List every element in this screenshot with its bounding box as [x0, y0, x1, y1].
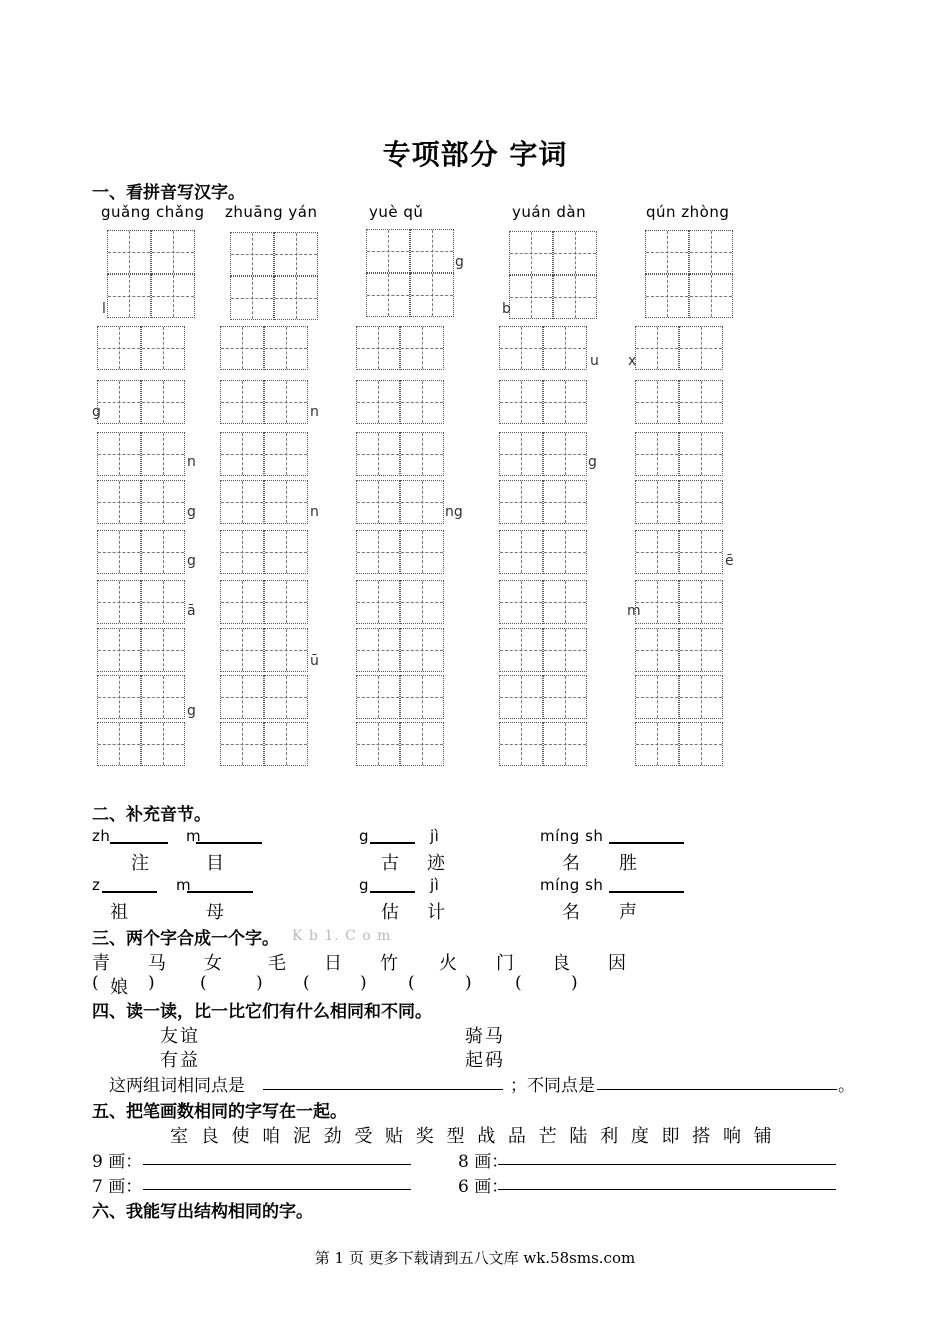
grid-cell[interactable]: [97, 580, 141, 624]
grid-cell[interactable]: [679, 530, 723, 574]
writing-grid[interactable]: [499, 530, 587, 574]
word-char: 计: [427, 902, 447, 923]
writing-grid[interactable]: [97, 530, 185, 574]
grid-cell[interactable]: [509, 231, 553, 275]
paren-close: ): [256, 973, 263, 993]
word-char: 注: [131, 853, 151, 874]
grid-cell[interactable]: [151, 274, 195, 318]
grid-cell[interactable]: [635, 432, 679, 476]
grid-cell[interactable]: [543, 380, 587, 424]
compare-word: 骑马: [465, 1026, 505, 1047]
word-char: 名: [562, 902, 582, 923]
writing-grid[interactable]: [366, 273, 454, 317]
stray-mark: g: [92, 404, 101, 420]
grid-cell[interactable]: [400, 580, 444, 624]
grid-cell[interactable]: [689, 274, 733, 318]
writing-grid[interactable]: [220, 530, 308, 574]
stray-mark: n: [187, 454, 196, 470]
section-6-heading: 六、我能写出结构相同的字。: [92, 1202, 313, 1222]
grid-cell[interactable]: [220, 380, 264, 424]
grid-cell[interactable]: [400, 432, 444, 476]
grid-cell[interactable]: [543, 722, 587, 766]
grid-cell[interactable]: [553, 275, 597, 319]
writing-grid[interactable]: [499, 722, 587, 766]
answer-blank[interactable]: [609, 891, 684, 893]
writing-grid[interactable]: [97, 628, 185, 672]
grid-cell[interactable]: [97, 432, 141, 476]
paren-open: (: [92, 973, 99, 993]
pinyin-1: guǎng chǎng: [101, 203, 205, 221]
writing-grid[interactable]: [635, 580, 723, 624]
word-char: 名: [562, 853, 582, 874]
grid-cell[interactable]: [97, 530, 141, 574]
stray-mark: n: [310, 404, 319, 420]
writing-grid[interactable]: [230, 232, 318, 276]
grid-cell[interactable]: [97, 480, 141, 524]
grid-cell[interactable]: [400, 380, 444, 424]
grid-cell[interactable]: [107, 230, 151, 274]
stray-mark: g: [187, 504, 196, 520]
grid-cell[interactable]: [400, 480, 444, 524]
grid-cell[interactable]: [107, 274, 151, 318]
grid-cell[interactable]: [635, 380, 679, 424]
grid-cell[interactable]: [499, 675, 543, 719]
writing-grid[interactable]: [220, 380, 308, 424]
grid-cell[interactable]: [220, 480, 264, 524]
writing-grid[interactable]: [356, 675, 444, 719]
grid-cell[interactable]: [356, 530, 400, 574]
writing-grid[interactable]: [356, 326, 444, 370]
grid-cell[interactable]: [645, 274, 689, 318]
grid-cell[interactable]: [264, 675, 308, 719]
paren-open: (: [200, 973, 207, 993]
writing-grid[interactable]: [356, 480, 444, 524]
grid-cell[interactable]: [141, 675, 185, 719]
paren-open: (: [303, 973, 310, 993]
writing-grid[interactable]: [635, 326, 723, 370]
stroke-answer-line[interactable]: [143, 1164, 411, 1165]
writing-grid[interactable]: [220, 580, 308, 624]
component-char: 日: [324, 953, 344, 974]
word-char: 迹: [427, 853, 447, 874]
answer-blank[interactable]: [370, 891, 415, 893]
grid-cell[interactable]: [264, 326, 308, 370]
grid-cell[interactable]: [356, 628, 400, 672]
syllable-prefix: m: [176, 876, 192, 894]
grid-cell[interactable]: [274, 232, 318, 276]
grid-cell[interactable]: [230, 232, 274, 276]
writing-grid[interactable]: [635, 530, 723, 574]
grid-cell[interactable]: [264, 628, 308, 672]
grid-cell[interactable]: [499, 628, 543, 672]
same-label: 这两组词相同点是: [109, 1076, 245, 1096]
writing-grid[interactable]: [220, 628, 308, 672]
answer-blank[interactable]: [196, 842, 262, 844]
compare-word: 有益: [160, 1050, 200, 1071]
grid-cell[interactable]: [543, 480, 587, 524]
writing-grid[interactable]: [356, 380, 444, 424]
syllable-prefix: g: [359, 876, 370, 894]
paren-close: ): [148, 973, 155, 993]
stray-mark: ng: [445, 504, 463, 520]
grid-cell[interactable]: [635, 580, 679, 624]
grid-cell[interactable]: [635, 530, 679, 574]
grid-cell[interactable]: [679, 432, 723, 476]
syllable: jì: [430, 827, 440, 845]
section-1-heading: 一、看拼音写汉字。: [92, 183, 245, 203]
stroke-label-6: 6 画：: [458, 1177, 509, 1197]
grid-cell[interactable]: [264, 722, 308, 766]
grid-cell[interactable]: [97, 722, 141, 766]
component-char: 因: [608, 953, 628, 974]
component-char: 门: [496, 953, 516, 974]
grid-cell[interactable]: [356, 675, 400, 719]
writing-grid[interactable]: [220, 480, 308, 524]
stroke-label-7: 7 画：: [92, 1177, 143, 1197]
grid-cell[interactable]: [356, 722, 400, 766]
writing-grid[interactable]: [97, 380, 185, 424]
word-char: 声: [619, 902, 639, 923]
period: 。: [838, 1076, 855, 1096]
answer-blank[interactable]: [370, 842, 415, 844]
grid-cell[interactable]: [220, 530, 264, 574]
grid-cell[interactable]: [679, 722, 723, 766]
word-char: 古: [381, 853, 401, 874]
grid-cell[interactable]: [509, 275, 553, 319]
writing-grid[interactable]: [107, 274, 195, 318]
writing-grid[interactable]: [635, 480, 723, 524]
pinyin-3: yuè qǔ: [369, 203, 424, 221]
paren-open: (: [408, 973, 415, 993]
grid-cell[interactable]: [264, 580, 308, 624]
answer-blank[interactable]: [102, 891, 157, 893]
grid-cell[interactable]: [264, 480, 308, 524]
grid-cell[interactable]: [645, 230, 689, 274]
syllable-prefix: míng sh: [540, 827, 604, 845]
stray-mark: u: [590, 353, 599, 369]
grid-cell[interactable]: [679, 326, 723, 370]
grid-cell[interactable]: [220, 675, 264, 719]
grid-cell[interactable]: [543, 326, 587, 370]
grid-cell[interactable]: [141, 628, 185, 672]
writing-grid[interactable]: [220, 722, 308, 766]
writing-grid[interactable]: [635, 675, 723, 719]
syllable: jì: [430, 876, 440, 894]
paren-close: ): [571, 973, 578, 993]
writing-grid[interactable]: [97, 722, 185, 766]
grid-cell[interactable]: [151, 230, 195, 274]
syllable-prefix: míng sh: [540, 876, 604, 894]
stray-mark: ā: [187, 603, 196, 619]
writing-grid[interactable]: [97, 480, 185, 524]
grid-cell[interactable]: [679, 480, 723, 524]
writing-grid[interactable]: [499, 580, 587, 624]
grid-cell[interactable]: [679, 675, 723, 719]
writing-grid[interactable]: [635, 722, 723, 766]
component-char: 良: [552, 953, 572, 974]
grid-cell[interactable]: [97, 326, 141, 370]
grid-cell[interactable]: [220, 628, 264, 672]
compare-word: 友谊: [160, 1026, 200, 1047]
stray-mark: g: [187, 703, 196, 719]
paren-open: (: [515, 973, 522, 993]
stray-mark: g: [187, 553, 196, 569]
stray-mark: b: [502, 301, 511, 317]
section-4-heading: 四、读一读，比一比它们有什么相同和不同。: [92, 1002, 432, 1022]
pinyin-5: qún zhòng: [646, 203, 730, 221]
grid-cell[interactable]: [264, 530, 308, 574]
grid-cell[interactable]: [499, 530, 543, 574]
stroke-label-9: 9 画：: [92, 1152, 143, 1172]
grid-cell[interactable]: [220, 722, 264, 766]
writing-grid[interactable]: [97, 580, 185, 624]
grid-cell[interactable]: [543, 675, 587, 719]
component-char: 马: [148, 953, 168, 974]
writing-grid[interactable]: [499, 432, 587, 476]
grid-cell[interactable]: [499, 722, 543, 766]
writing-grid[interactable]: [499, 480, 587, 524]
grid-cell[interactable]: [635, 480, 679, 524]
grid-cell[interactable]: [553, 231, 597, 275]
syllable-prefix: zh: [92, 827, 111, 845]
diff-answer-line[interactable]: [597, 1089, 837, 1090]
component-char: 毛: [268, 953, 288, 974]
writing-grid[interactable]: [356, 722, 444, 766]
grid-cell[interactable]: [141, 580, 185, 624]
writing-grid[interactable]: [645, 274, 733, 318]
paren-close: ): [465, 973, 472, 993]
grid-cell[interactable]: [220, 580, 264, 624]
stray-mark: l: [102, 301, 106, 317]
word-char: 胜: [619, 853, 639, 874]
grid-cell[interactable]: [679, 580, 723, 624]
grid-cell[interactable]: [400, 722, 444, 766]
watermark: K b 1. C o m: [292, 928, 392, 944]
writing-grid[interactable]: [356, 530, 444, 574]
grid-cell[interactable]: [141, 432, 185, 476]
grid-cell[interactable]: [141, 722, 185, 766]
writing-grid[interactable]: [635, 432, 723, 476]
grid-cell[interactable]: [410, 229, 454, 273]
grid-cell[interactable]: [400, 628, 444, 672]
grid-cell[interactable]: [141, 326, 185, 370]
section-5-heading: 五、把笔画数相同的字写在一起。: [92, 1102, 347, 1122]
grid-cell[interactable]: [400, 530, 444, 574]
answer-blank[interactable]: [110, 842, 168, 844]
writing-grid[interactable]: [220, 326, 308, 370]
writing-grid[interactable]: [220, 675, 308, 719]
writing-grid[interactable]: [97, 326, 185, 370]
syllable-prefix: m: [186, 827, 202, 845]
writing-grid[interactable]: [356, 432, 444, 476]
grid-cell[interactable]: [543, 530, 587, 574]
grid-cell[interactable]: [366, 273, 410, 317]
writing-grid[interactable]: [220, 432, 308, 476]
word-char: 估: [381, 902, 401, 923]
stray-mark: ū: [310, 653, 319, 669]
grid-cell[interactable]: [356, 432, 400, 476]
component-char: 女: [204, 953, 224, 974]
grid-cell[interactable]: [635, 326, 679, 370]
writing-grid[interactable]: [509, 275, 597, 319]
answer-blank[interactable]: [609, 842, 684, 844]
stroke-chars: 室 良 使 咱 泥 劲 受 贴 奖 型 战 品 芒 陆 利 度 即 搭 响 铺: [170, 1126, 774, 1147]
grid-cell[interactable]: [499, 580, 543, 624]
writing-grid[interactable]: [107, 230, 195, 274]
section-3-heading: 三、两个字合成一个字。: [92, 929, 279, 949]
grid-cell[interactable]: [97, 675, 141, 719]
diff-label: ；不同点是: [510, 1076, 595, 1096]
grid-cell[interactable]: [543, 432, 587, 476]
grid-cell[interactable]: [499, 480, 543, 524]
grid-cell[interactable]: [356, 580, 400, 624]
writing-grid[interactable]: [499, 628, 587, 672]
writing-grid[interactable]: [230, 276, 318, 320]
stroke-answer-line[interactable]: [498, 1189, 836, 1190]
pinyin-4: yuán dàn: [512, 203, 587, 221]
grid-cell[interactable]: [366, 229, 410, 273]
writing-grid[interactable]: [645, 230, 733, 274]
stray-mark: g: [588, 454, 597, 470]
writing-grid[interactable]: [635, 628, 723, 672]
writing-grid[interactable]: [356, 628, 444, 672]
grid-cell[interactable]: [97, 628, 141, 672]
component-char: 青: [92, 953, 112, 974]
grid-cell[interactable]: [499, 432, 543, 476]
word-char: 目: [206, 853, 226, 874]
writing-grid[interactable]: [499, 380, 587, 424]
page-title: 专项部分 字词: [382, 138, 568, 171]
grid-cell[interactable]: [356, 380, 400, 424]
grid-cell[interactable]: [220, 432, 264, 476]
grid-cell[interactable]: [97, 380, 141, 424]
grid-cell[interactable]: [220, 326, 264, 370]
stroke-answer-line[interactable]: [498, 1164, 836, 1165]
stray-mark: m: [627, 603, 641, 619]
stray-mark: g: [455, 254, 464, 270]
answer-blank[interactable]: [187, 891, 253, 893]
grid-cell[interactable]: [400, 326, 444, 370]
stray-mark: n: [310, 504, 319, 520]
writing-grid[interactable]: [366, 229, 454, 273]
syllable-prefix: z: [92, 876, 101, 894]
grid-cell[interactable]: [679, 380, 723, 424]
grid-cell[interactable]: [356, 480, 400, 524]
grid-cell[interactable]: [689, 230, 733, 274]
same-answer-line[interactable]: [263, 1089, 503, 1090]
writing-grid[interactable]: [97, 432, 185, 476]
component-char: 火: [439, 953, 459, 974]
word-char: 母: [206, 902, 226, 923]
grid-cell[interactable]: [543, 628, 587, 672]
writing-grid[interactable]: [509, 231, 597, 275]
stray-mark: ē: [725, 553, 734, 569]
page-footer: 第 1 页 更多下载请到五八文库 wk.58sms.com: [314, 1249, 636, 1267]
word-char: 祖: [110, 902, 130, 923]
grid-cell[interactable]: [499, 326, 543, 370]
compare-word: 起码: [465, 1050, 505, 1071]
grid-cell[interactable]: [635, 675, 679, 719]
grid-cell[interactable]: [410, 273, 454, 317]
grid-cell[interactable]: [141, 480, 185, 524]
stray-mark: x: [628, 353, 637, 369]
stroke-answer-line[interactable]: [143, 1189, 411, 1190]
component-char: 竹: [380, 953, 400, 974]
grid-cell[interactable]: [264, 380, 308, 424]
paren-close: ): [360, 973, 367, 993]
writing-grid[interactable]: [356, 580, 444, 624]
grid-cell[interactable]: [230, 276, 274, 320]
pinyin-2: zhuāng yán: [225, 203, 318, 221]
syllable-prefix: g: [359, 827, 370, 845]
grid-cell[interactable]: [499, 380, 543, 424]
grid-cell[interactable]: [264, 432, 308, 476]
grid-cell[interactable]: [141, 530, 185, 574]
grid-cell[interactable]: [356, 326, 400, 370]
grid-cell[interactable]: [274, 276, 318, 320]
grid-cell[interactable]: [141, 380, 185, 424]
stroke-label-8: 8 画：: [458, 1152, 509, 1172]
writing-grid[interactable]: [97, 675, 185, 719]
writing-grid[interactable]: [499, 326, 587, 370]
grid-cell[interactable]: [635, 628, 679, 672]
grid-cell[interactable]: [400, 675, 444, 719]
section-2-heading: 二、补充音节。: [92, 805, 211, 825]
writing-grid[interactable]: [635, 380, 723, 424]
example-answer: 娘: [110, 977, 130, 998]
grid-cell[interactable]: [543, 580, 587, 624]
grid-cell[interactable]: [635, 722, 679, 766]
writing-grid[interactable]: [499, 675, 587, 719]
grid-cell[interactable]: [679, 628, 723, 672]
